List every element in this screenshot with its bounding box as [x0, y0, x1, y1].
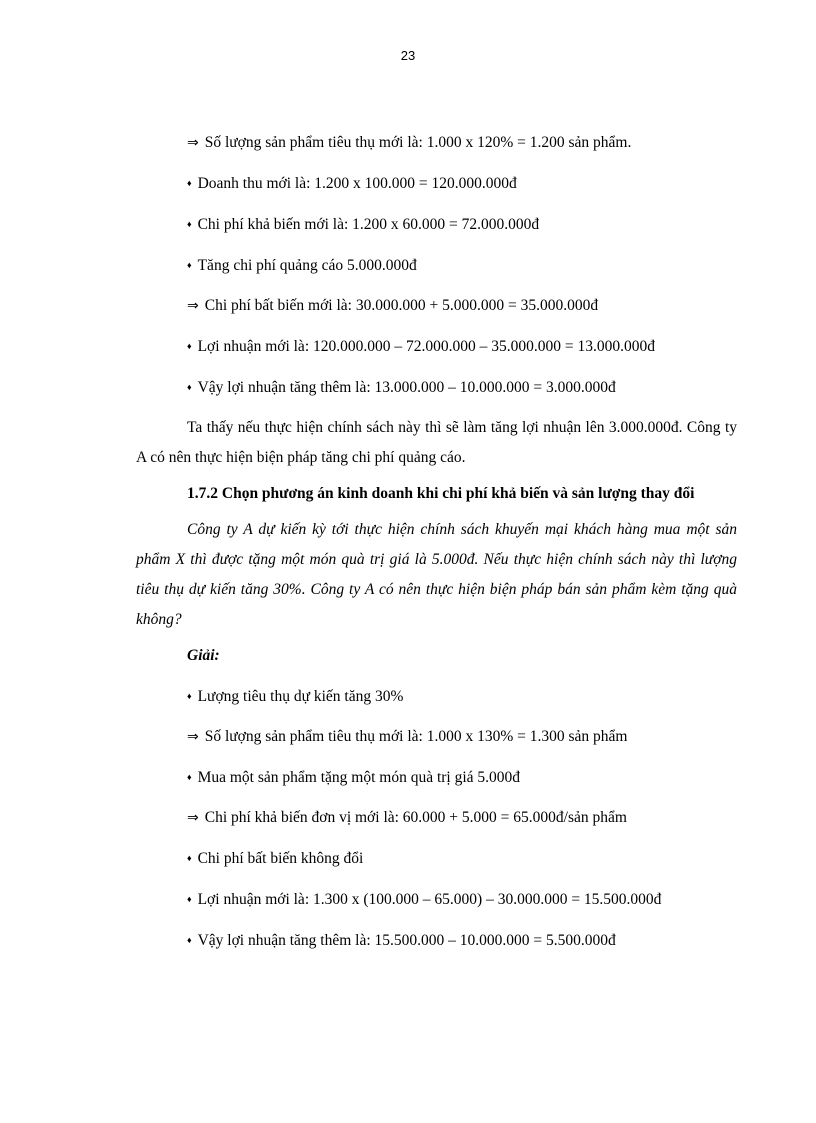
calculation-text: Chi phí khả biến đơn vị mới là: 60.000 + 5.000 = 65.000đ/sản phẩm	[204, 809, 627, 826]
diamond-bullet-icon: ♦	[187, 341, 192, 351]
calculation-text: Vậy lợi nhuận tăng thêm là: 13.000.000 – 10.000.000 = 3.000.000đ	[197, 379, 616, 396]
diamond-bullet-icon: ♦	[187, 772, 192, 782]
calculation-text: Doanh thu mới là: 1.200 x 100.000 = 120.000.000đ	[197, 175, 517, 192]
calculation-line	[136, 884, 737, 915]
diamond-bullet-icon: ♦	[187, 260, 192, 270]
implies-arrow-icon: ⇒	[187, 298, 199, 314]
calculation-list-a	[136, 128, 737, 403]
calculation-text: Tăng chi phí quảng cáo 5.000.000đ	[197, 257, 417, 274]
page-content	[136, 128, 737, 966]
calculation-line	[136, 372, 737, 403]
calculation-text: Chi phí bất biến mới là: 30.000.000 + 5.000.000 = 35.000.000đ	[204, 297, 599, 314]
calculation-line	[136, 843, 737, 874]
conclusion-text: Ta thấy nếu thực hiện chính sách này thì sẽ làm tăng lợi nhuận lên 3.000.000đ. Công ty A có nên thực hiện biện pháp tăng chi phí quảng cáo.	[136, 419, 737, 466]
calculation-line	[136, 331, 737, 362]
diamond-bullet-icon: ♦	[187, 178, 192, 188]
diamond-bullet-icon: ♦	[187, 935, 192, 945]
calculation-text: Số lượng sản phẩm tiêu thụ mới là: 1.000 x 130% = 1.300 sản phẩm	[204, 728, 628, 745]
calculation-text: Vậy lợi nhuận tăng thêm là: 15.500.000 – 10.000.000 = 5.500.000đ	[197, 932, 616, 949]
implies-arrow-icon: ⇒	[187, 810, 199, 826]
calculation-line	[136, 722, 737, 752]
conclusion-paragraph	[136, 413, 737, 473]
implies-arrow-icon: ⇒	[187, 729, 199, 745]
diamond-bullet-icon: ♦	[187, 853, 192, 863]
calculation-list-b	[136, 681, 737, 956]
calculation-line	[136, 762, 737, 793]
calculation-line	[136, 681, 737, 712]
diamond-bullet-icon: ♦	[187, 219, 192, 229]
problem-statement: Công ty A dự kiến kỳ tới thực hiện chính sách khuyến mại khách hàng mua một sản phẩm X thì được tặng một món quà trị giá là 5.000đ. Nếu thực hiện chính sách này thì lượng tiêu thụ dự kiến tăng 30%. Công ty A có nên thực hiện biện pháp bán sản phẩm kèm tặng quà không?	[136, 521, 737, 628]
diamond-bullet-icon: ♦	[187, 382, 192, 392]
calculation-text: Lợi nhuận mới là: 1.300 x (100.000 – 65.000) – 30.000.000 = 15.500.000đ	[197, 891, 662, 908]
calculation-line	[136, 250, 737, 281]
calculation-line	[136, 209, 737, 240]
diamond-bullet-icon: ♦	[187, 894, 192, 904]
calculation-text: Số lượng sản phẩm tiêu thụ mới là: 1.000 x 120% = 1.200 sản phẩm.	[204, 134, 632, 151]
calculation-text: Chi phí bất biến không đổi	[197, 850, 364, 867]
calculation-text: Chi phí khả biến mới là: 1.200 x 60.000 = 72.000.000đ	[197, 216, 540, 233]
calculation-line	[136, 128, 737, 158]
diamond-bullet-icon: ♦	[187, 691, 192, 701]
calculation-line	[136, 803, 737, 833]
calculation-line	[136, 168, 737, 199]
calculation-line	[136, 291, 737, 321]
section-heading: 1.7.2 Chọn phương án kinh doanh khi chi phí khả biến và sản lượng thay đổi	[187, 485, 695, 502]
calculation-text: Lợi nhuận mới là: 120.000.000 – 72.000.000 – 35.000.000 = 13.000.000đ	[197, 338, 655, 355]
implies-arrow-icon: ⇒	[187, 135, 199, 151]
calculation-text: Mua một sản phẩm tặng một món quà trị giá 5.000đ	[197, 769, 521, 786]
solution-label: Giải:	[187, 647, 220, 664]
calculation-text: Lượng tiêu thụ dự kiến tăng 30%	[197, 688, 404, 705]
page-number: 23	[400, 48, 416, 63]
calculation-line	[136, 925, 737, 956]
